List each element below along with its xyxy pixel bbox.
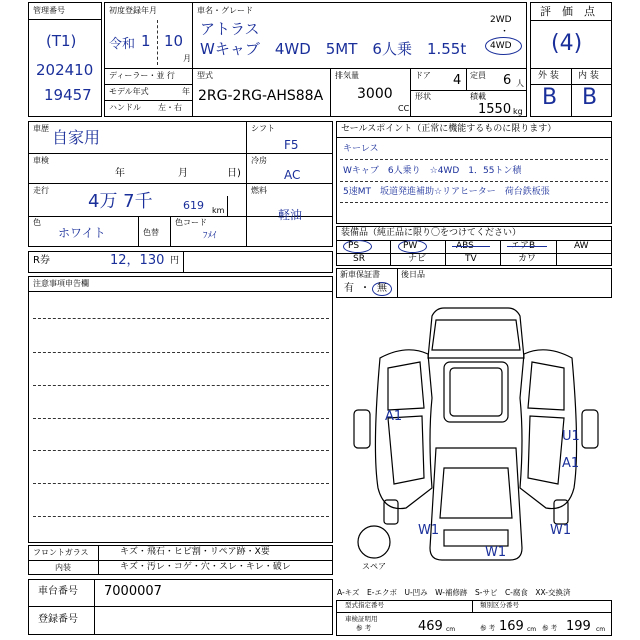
front-glass-opts: キズ・飛石・ヒビ割・リペア跡・X要 <box>120 547 270 557</box>
spare-label: スペア <box>362 562 386 571</box>
mileage-unit: km <box>212 206 225 215</box>
interior-label: 内装 <box>55 563 71 572</box>
height-value: 199 <box>566 619 591 634</box>
mgmt-value-3: 19457 <box>44 86 92 104</box>
chassis-label: 車台番号 <box>38 586 78 597</box>
equip-leather: カワ <box>518 254 537 264</box>
interior-opts: キズ・汚レ・コゲ・穴・スレ・キレ・破レ <box>120 562 291 572</box>
recycle-unit: 円 <box>170 256 180 266</box>
type-value: 2RG-2RG-AHS88A <box>198 88 324 104</box>
class-label: 類別区分番号 <box>480 601 519 609</box>
car-label: 車名・グレード <box>197 6 253 15</box>
damage-mark-a1-left: A1 <box>385 409 403 424</box>
ac-value: AC <box>284 168 301 182</box>
model-year-label: モデル年式 <box>109 87 149 96</box>
damage-legend: A-キズ E-エクボ U-凹み W-補修跡 S-サビ C-腐食 XX-交換済 <box>337 588 571 597</box>
cap-unit: 人 <box>516 79 524 88</box>
load-unit: kg <box>513 107 523 116</box>
mileage-value: 4万 7千 <box>88 191 153 212</box>
chassis-value: 7000007 <box>104 584 162 599</box>
disp-unit: CC <box>398 104 410 113</box>
recycle-value: 12，130 <box>110 253 165 268</box>
shift-label: シフト <box>251 124 275 133</box>
car-grade: Wキャブ 4WD 5MT 6人乗 1.55t <box>200 40 467 58</box>
reg-month: 10 <box>164 32 184 50</box>
reg-era: 令和 <box>109 37 136 52</box>
mgmt-label: 管理番号 <box>33 6 65 15</box>
sales-label: セールスポイント（正常に機能するものに限ります） <box>341 124 557 134</box>
sales-line-3: 5速MT 坂道発進補助☆リアヒーター 荷台鉄板張 <box>343 187 550 197</box>
score-label: 評 価 点 <box>540 5 595 18</box>
mileage-label: 走行 <box>33 186 49 195</box>
equip-ps: PS <box>348 241 360 251</box>
door-value: 4 <box>453 73 462 88</box>
width-ref-label: 参 考 <box>480 624 496 632</box>
type-label: 型式 <box>197 71 213 80</box>
dims-ref-label: 参 考 <box>356 624 372 632</box>
equip-airbag: エアB <box>511 241 536 251</box>
drive-dot: ・ <box>500 27 510 37</box>
damage-mark-w1-right: W1 <box>550 523 572 538</box>
disp-value: 3000 <box>357 86 393 102</box>
shift-value: F5 <box>284 138 299 152</box>
ext-grade: B <box>542 85 558 110</box>
inspection-month: 月 <box>178 168 188 179</box>
load-value: 1550 <box>478 102 512 117</box>
reg-label: 初度登録年月 <box>109 6 157 15</box>
sales-line-2: Wキャブ 6人乗り ☆4WD 1．55トン積 <box>343 166 522 176</box>
damage-mark-w1-left: W1 <box>418 523 440 538</box>
width-unit: cm <box>527 626 537 633</box>
mileage-sub: 619 <box>183 199 204 212</box>
length-value: 469 <box>418 619 443 634</box>
manual-no: 無 <box>377 283 387 294</box>
recycle-box <box>28 251 333 273</box>
cap-label: 定員 <box>470 71 486 80</box>
fuel-value: 軽油 <box>278 208 303 222</box>
color-code: ﾌﾒｲ <box>203 231 217 241</box>
dealer-label: ディーラー・並 行 <box>109 71 175 80</box>
color-code-label: 色コード <box>175 218 207 227</box>
height-ref-label: 参 考 <box>542 624 558 632</box>
manual-label: 新車保証書 <box>340 270 380 279</box>
equip-sr: SR <box>353 254 365 264</box>
equip-navi: ナビ <box>408 254 427 264</box>
front-glass-label: フロントガラス <box>33 548 89 557</box>
ac-label: 冷房 <box>251 156 267 165</box>
ext-label: 外 装 <box>538 71 559 81</box>
notes-label: 注意事項申告欄 <box>33 279 89 288</box>
equip-tv: TV <box>465 254 477 264</box>
equip-aw: AW <box>574 241 589 251</box>
notes-box <box>28 276 333 543</box>
mgmt-value-2: 202410 <box>36 61 94 79</box>
load-label: 積載 <box>470 92 486 101</box>
usage-value: 自家用 <box>52 128 101 147</box>
fuel-label: 燃料 <box>251 186 267 195</box>
color-label: 色 <box>33 218 41 227</box>
model-year-unit: 年 <box>182 87 190 96</box>
drive-4wd: 4WD <box>490 41 512 51</box>
inspection-day: 日) <box>227 168 241 179</box>
damage-mark-u1-right: U1 <box>562 429 580 444</box>
handle-opts: 左・右 <box>158 103 182 112</box>
int-label: 内 装 <box>578 71 599 81</box>
equip-abs: ABS <box>456 241 474 251</box>
height-unit: cm <box>596 626 606 633</box>
damage-mark-a1-right: A1 <box>562 456 580 471</box>
damage-mark-w1-front: W1 <box>485 545 507 560</box>
door-label: ドア <box>415 71 431 80</box>
int-grade: B <box>582 85 598 110</box>
equip-pw: PW <box>403 241 418 251</box>
drive-2wd: 2WD <box>490 15 512 25</box>
color-change-label: 色替 <box>143 228 159 237</box>
disp-label: 排気量 <box>335 71 359 80</box>
reg-month-unit: 月 <box>183 54 191 63</box>
length-unit: cm <box>446 626 456 633</box>
mgmt-value-1: (T1) <box>46 32 77 50</box>
type-cert-label: 型式指定番号 <box>345 601 384 609</box>
usage-label: 車歴 <box>33 124 49 133</box>
sales-line-1: キーレス <box>343 144 379 154</box>
equip-label: 装備品（純正品に限り〇をつけてください） <box>341 228 522 238</box>
after-label: 後日品 <box>401 270 425 279</box>
handle-label: ハンドル <box>109 103 141 112</box>
width-value: 169 <box>499 619 524 634</box>
inspection-label: 車検 <box>33 156 49 165</box>
car-name: アトラス <box>200 20 260 38</box>
abs-strike <box>452 246 490 247</box>
inspection-year: 年 <box>115 168 125 179</box>
color-value: ホワイト <box>58 226 106 240</box>
dims-cert-label: 車検証明用 <box>345 615 378 623</box>
regno-label: 登録番号 <box>38 614 78 625</box>
recycle-label: R券 <box>33 255 50 266</box>
manual-dot: ・ <box>360 283 370 294</box>
airbag-strike <box>507 246 547 247</box>
shape-label: 形状 <box>415 92 431 101</box>
reg-year: 1 <box>141 32 151 50</box>
cap-value: 6 <box>503 73 512 88</box>
manual-yes: 有 <box>344 283 354 294</box>
score-value: (4) <box>551 31 583 56</box>
